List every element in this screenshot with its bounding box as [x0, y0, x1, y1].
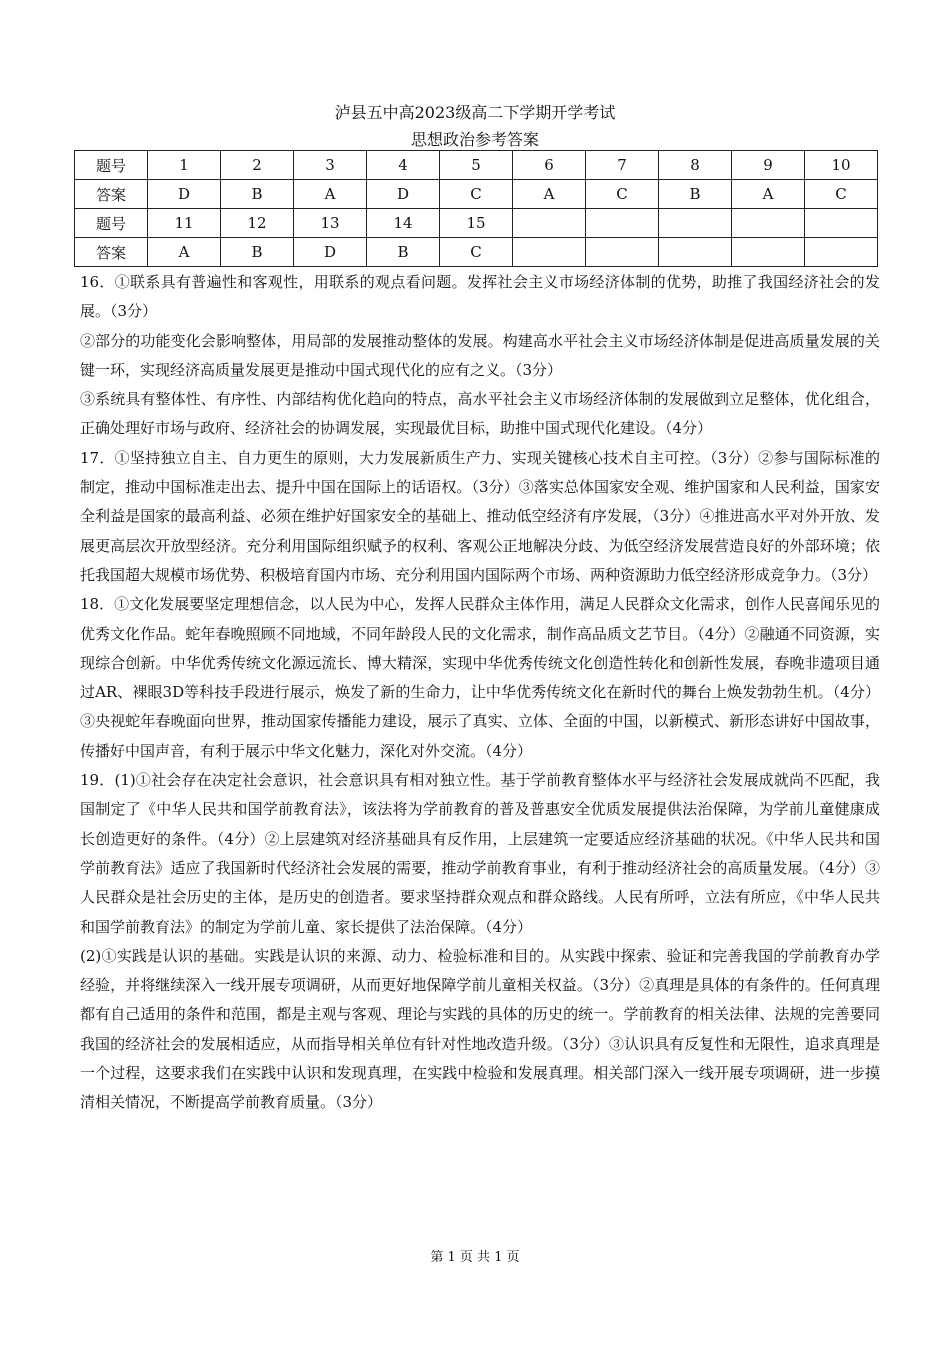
table-cell: 6 — [513, 151, 586, 180]
table-cell: 9 — [732, 151, 805, 180]
question-number-row-1 — [75, 151, 878, 180]
exam-title: 泸县五中高2023级高二下学期开学考试 — [334, 103, 616, 122]
table-cell — [586, 209, 659, 238]
table-cell: B — [221, 180, 294, 209]
table-cell — [805, 209, 878, 238]
table-cell: A — [294, 180, 367, 209]
table-cell: 13 — [294, 209, 367, 238]
answer-q16-part1: 16．①联系具有普遍性和客观性，用联系的观点看问题。发挥社会主义市场经济体制的优势，助推了我国经济社会的发展。（3分） — [80, 273, 880, 321]
page-footer: 第 1 页 共 1 页 — [430, 1250, 520, 1265]
table-cell — [659, 238, 732, 267]
question-number-row-2 — [75, 209, 878, 238]
answer-explanations — [80, 268, 880, 1118]
answer-q18: 18．①文化发展要坚定理想信念，以人民为中心，发挥人民群众主体作用，满足人民群众文化需求，创作人民喜闻乐见的优秀文化作品。蛇年春晚照顾不同地域，不同年龄段人民的文化需求，制作高品质文艺节目。（4分）②融通不同资源，实现综合创新。中华优秀传统文化源远流长、博大精深，实现中华优秀传统文化创造性转化和创新性发展，春晚非遗项目通过AR、裸眼3D等科技手段进行展示，焕发了新的生命力，让中华优秀传统文化在新时代的舞台上焕发勃勃生机。（4分）③央视蛇年春晚面向世界，推动国家传播能力建设，展示了真实、立体、全面的中国，以新模式、新形态讲好中国故事，传播好中国声音，有利于展示中华文化魅力，深化对外交流。（4分） — [80, 595, 880, 760]
table-cell: 1 — [148, 151, 221, 180]
table-cell — [805, 238, 878, 267]
table-cell: B — [367, 238, 440, 267]
table-cell: A — [148, 238, 221, 267]
answer-table — [74, 150, 878, 267]
table-cell: C — [805, 180, 878, 209]
table-cell: 11 — [148, 209, 221, 238]
table-cell: 7 — [586, 151, 659, 180]
row-label-answer: 答案 — [75, 180, 148, 209]
table-cell: 15 — [440, 209, 513, 238]
table-cell — [513, 209, 586, 238]
table-cell — [513, 238, 586, 267]
table-cell: C — [586, 180, 659, 209]
answer-key-subtitle: 思想政治参考答案 — [410, 130, 539, 149]
table-cell: D — [148, 180, 221, 209]
table-cell: D — [294, 238, 367, 267]
answer-q17: 17．①坚持独立自主、自力更生的原则，大力发展新质生产力、实现关键核心技术自主可控。（3分）②参与国际标准的制定，推动中国标准走出去、提升中国在国际上的话语权。（3分）③落实总体国家安全观、维护国家和人民利益，国家安全利益是国家的最高利益、必须在维护好国家安全的基础上、推动低空经济有序发展，（3分）④推进高水平对外开放、发展更高层次开放型经济。充分利用国际组织赋予的权利、客观公正地解决分歧、为低空经济发展营造良好的外部环境；依托我国超大规模市场优势、积极培育国内市场、充分利用国内国际两个市场、两种资源助力低空经济形成竞争力。（3分） — [80, 448, 880, 584]
table-cell: B — [659, 180, 732, 209]
table-cell: 2 — [221, 151, 294, 180]
table-cell: A — [732, 180, 805, 209]
table-cell: 3 — [294, 151, 367, 180]
table-cell: 4 — [367, 151, 440, 180]
table-cell: 8 — [659, 151, 732, 180]
table-cell: 5 — [440, 151, 513, 180]
table-cell: 12 — [221, 209, 294, 238]
answer-q19-part2: (2)①实践是认识的基础。实践是认识的来源、动力、检验标准和目的。从实践中探索、验证和完善我国的学前教育办学经验，并将继续深入一线开展专项调研，从而更好地保障学前儿童相关权益。（3分）②真理是具体的有条件的。任何真理都有自己适用的条件和范围，都是主观与客观、理论与实践的具体的历史的统一。学前教育的相关法律、法规的完善要同我国的经济社会的发展相适应，从而指导相关单位有针对性地改造升级。（3分）③认识具有反复性和无限性，追求真理是一个过程，这要求我们在实践中认识和发现真理，在实践中检验和发展真理。相关部门深入一线开展专项调研，进一步摸清相关情况，不断提高学前教育质量。（3分） — [80, 946, 880, 1112]
answer-q16-part3: ③系统具有整体性、有序性、内部结构优化趋向的特点，高水平社会主义市场经济体制的发展做到立足整体，优化组合，正确处理好市场与政府、经济社会的协调发展，实现最优目标，助推中国式现代化建设。（4分） — [80, 390, 880, 438]
answer-row-1 — [75, 180, 878, 209]
table-cell: A — [513, 180, 586, 209]
row-label-question-number: 题号 — [75, 151, 148, 180]
table-cell — [732, 209, 805, 238]
table-cell: 10 — [805, 151, 878, 180]
table-cell — [586, 238, 659, 267]
answer-row-2 — [75, 238, 878, 267]
table-cell: D — [367, 180, 440, 209]
answer-q19-part1: 19．(1)①社会存在决定社会意识，社会意识具有相对独立性。基于学前教育整体水平与经济社会发展成就尚不匹配，我国制定了《中华人民共和国学前教育法》，该法将为学前教育的普及普惠安全优质发展提供法治保障，为学前儿童健康成长创造更好的条件。（4分）②上层建筑对经济基础具有反作用，上层建筑一定要适应经济基础的状况。《中华人民共和国学前教育法》适应了我国新时代经济社会发展的需要，推动学前教育事业，有利于推动经济社会的高质量发展。（4分）③人民群众是社会历史的主体，是历史的创造者。要求坚持群众观点和群众路线。人民有所呼，立法有所应，《中华人民共和国学前教育法》的制定为学前儿童、家长提供了法治保障。（4分） — [80, 771, 880, 936]
row-label-answer: 答案 — [75, 238, 148, 267]
table-cell — [732, 238, 805, 267]
table-cell: B — [221, 238, 294, 267]
table-cell: C — [440, 238, 513, 267]
row-label-question-number: 题号 — [75, 209, 148, 238]
answer-q16-part2: ②部分的功能变化会影响整体，用局部的发展推动整体的发展。构建高水平社会主义市场经济体制是促进高质量发展的关键一环，实现经济高质量发展更是推动中国式现代化的应有之义。（3分） — [80, 331, 880, 379]
table-cell: C — [440, 180, 513, 209]
table-cell — [659, 209, 732, 238]
table-cell: 14 — [367, 209, 440, 238]
